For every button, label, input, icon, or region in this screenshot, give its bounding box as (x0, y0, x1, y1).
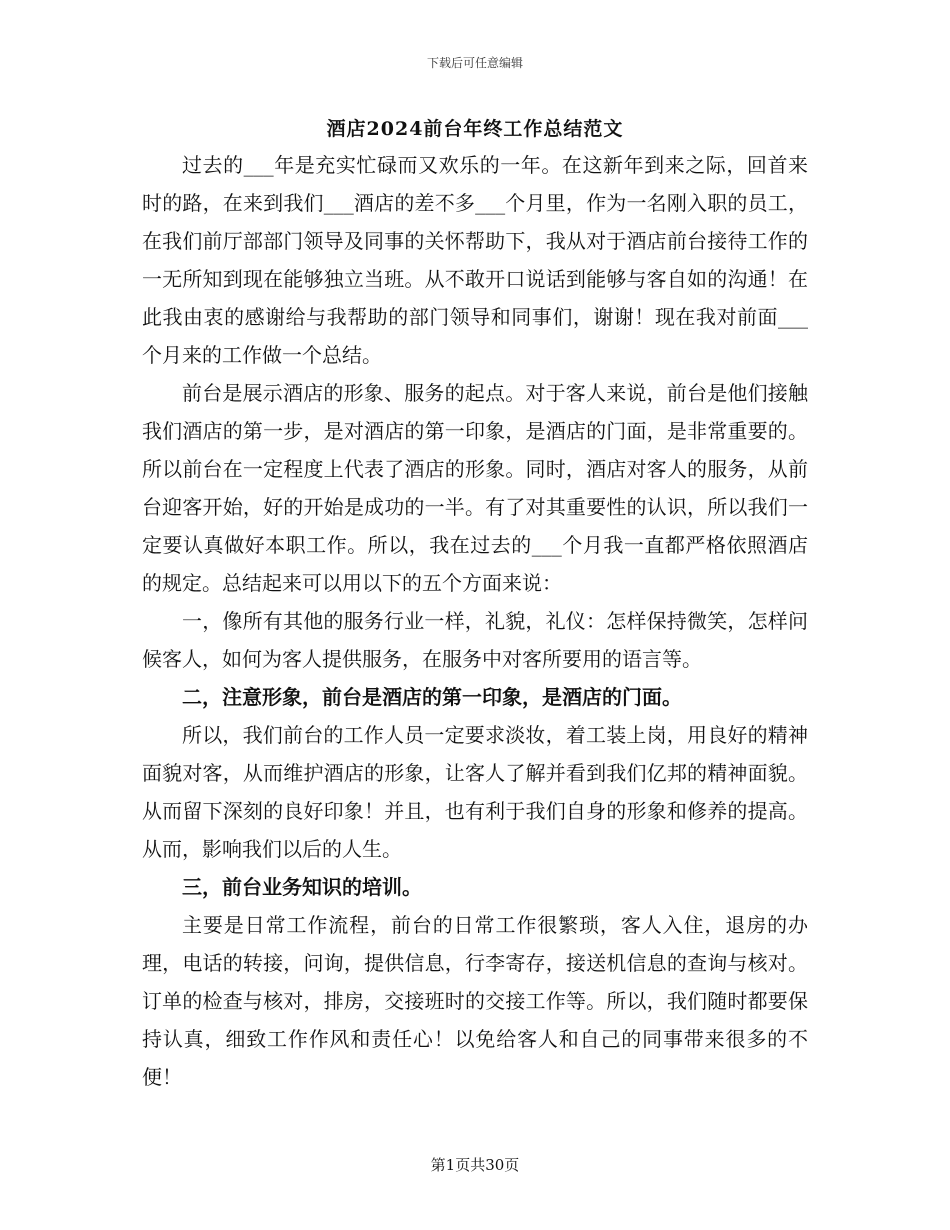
section-heading: 三，前台业务知识的培训。 (182, 875, 422, 899)
document-title: 酒店2024前台年终工作总结范文 (326, 118, 624, 140)
paragraph: 过去的___年是充实忙碌而又欢乐的一年。在这新年到来之际，回首来时的路，在来到我们___酒店的差不多___个月里，作为一名刚入职的员工，在我们前厅部部门领导及同事的关怀帮助下，我从对于酒店前台接待工作的一无所知到现在能够独立当班。从不敢开口说话到能够与客自如的沟通！在此我由衷的感谢给与我帮助的部门领导和同事们，谢谢！现在我对前面___个月来的工作做一个总结。 (142, 153, 808, 367)
paragraph: 主要是日常工作流程，前台的日常工作很繁琐，客人入住，退房的办理，电话的转接，问询，提供信息，行李寄存，接送机信息的查询与核对。订单的检查与核对，排房，交接班时的交接工作等。所以，我们随时都要保持认真，细致工作作风和责任心！以免给客人和自己的同事带来很多的不便！ (142, 913, 808, 1089)
paragraph: 一，像所有其他的服务行业一样，礼貌，礼仪：怎样保持微笑，怎样问候客人，如何为客人提供服务，在服务中对客所要用的语言等。 (142, 609, 808, 671)
section-heading: 二，注意形象，前台是酒店的第一印象，是酒店的门面。 (182, 685, 682, 709)
header-note: 下载后可任意编辑 (426, 56, 523, 70)
paragraph: 前台是展示酒店的形象、服务的起点。对于客人来说，前台是他们接触我们酒店的第一步，是对酒店的第一印象，是酒店的门面，是非常重要的。所以前台在一定程度上代表了酒店的形象。同时，酒店对客人的服务，从前台迎客开始，好的开始是成功的一半。有了对其重要性的认识，所以我们一定要认真做好本职工作。所以，我在过去的___个月我一直都严格依照酒店的规定。总结起来可以用以下的五个方面来说： (142, 381, 808, 595)
document-body (142, 146, 808, 1096)
paragraph: 所以，我们前台的工作人员一定要求淡妆，着工装上岗，用良好的精神面貌对客，从而维护酒店的形象，让客人了解并看到我们亿邦的精神面貌。从而留下深刻的良好印象！并且，也有利于我们自身的形象和修养的提高。从而，影响我们以后的人生。 (142, 723, 808, 861)
page-number: 第1页共30页 (430, 1156, 520, 1174)
